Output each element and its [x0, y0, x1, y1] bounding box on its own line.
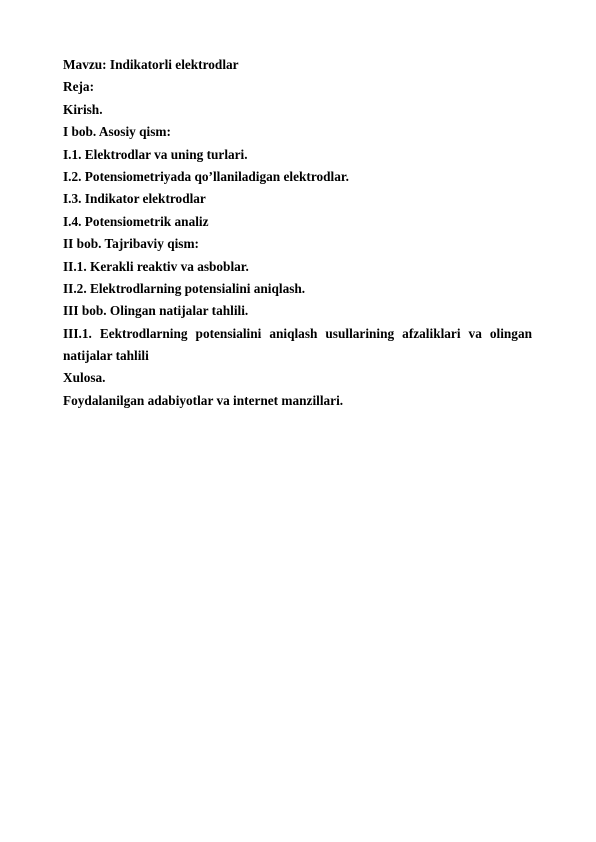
plan-item-3-1-line2: natijalar tahlili	[63, 348, 149, 364]
plan-item-conclusion: Xulosa.	[63, 370, 106, 386]
plan-item-chapter-1: I bob. Asosiy qism:	[63, 124, 171, 140]
topic-heading: Mavzu: Indikatorli elektrodlar	[63, 57, 239, 72]
plan-item-chapter-3: III bob. Olingan natijalar tahlili.	[63, 303, 249, 319]
document-content	[63, 54, 532, 412]
plan-item-chapter-2: II bob. Tajribaviy qism:	[63, 236, 199, 252]
plan-item-2-1: II.1. Kerakli reaktiv va asboblar.	[63, 258, 249, 274]
plan-item-references: Foydalanilgan adabiyotlar va internet manzillari.	[63, 392, 344, 408]
plan-item-1-1: I.1. Elektrodlar va uning turlari.	[63, 146, 248, 162]
plan-item-2-2: II.2. Elektrodlarning potensialini aniqlash.	[63, 280, 306, 296]
plan-item-1-4: I.4. Potensiometrik analiz	[63, 213, 209, 229]
plan-item-introduction: Kirish.	[63, 101, 103, 117]
plan-item-1-3: I.3. Indikator elektrodlar	[63, 191, 206, 207]
plan-item-1-2: I.2. Potensiometriyada qo’llaniladigan elektrodlar.	[63, 168, 349, 184]
plan-label: Reja:	[63, 79, 95, 95]
plan-item-3-1-line1: III.1. Eektrodlarning potensialini aniqlash usullarining afzaliklari va olingan	[63, 325, 532, 341]
